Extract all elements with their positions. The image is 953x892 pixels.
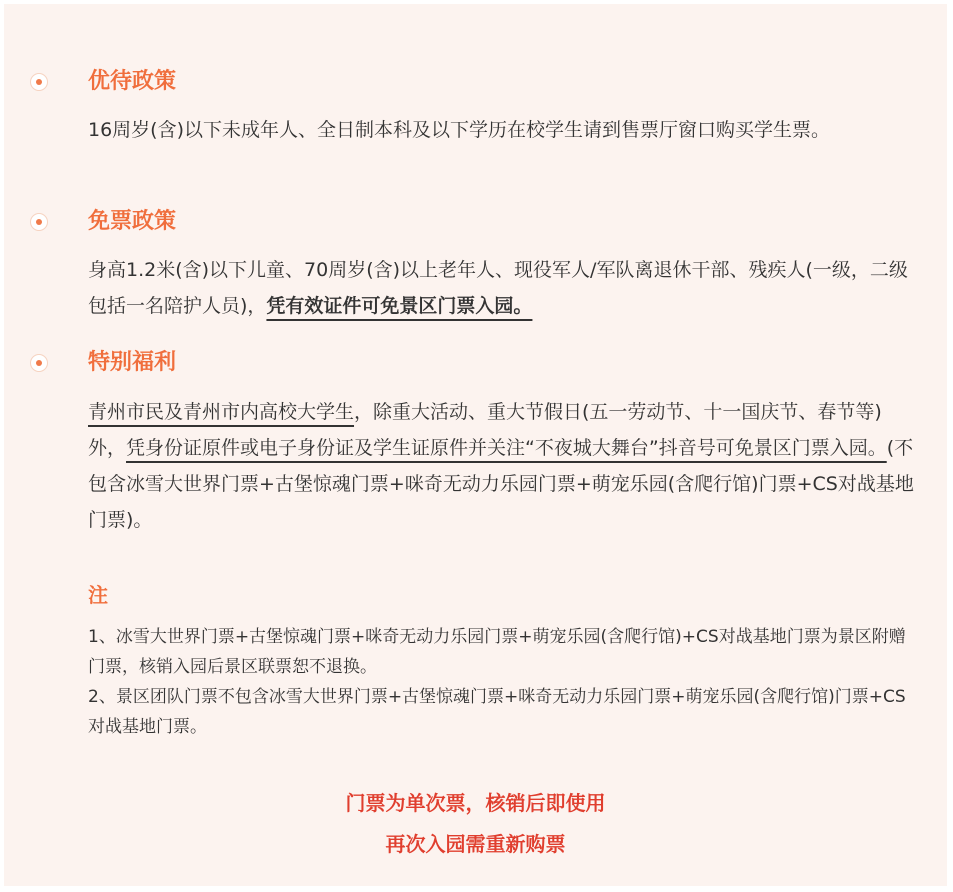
note-item: 2、景区团队门票不包含冰雪大世界门票+古堡惊魂门票+咪奇无动力乐园门票+萌宠乐园(含爬行馆)门票+CS对战基地门票。 [88, 687, 906, 737]
section-text-tail: (不包含冰雪大世界门票+古堡惊魂门票+咪奇无动力乐园门票+萌宠乐园(含爬行馆)门票+CS对战基地门票)。 [88, 437, 914, 531]
section-text-underline: 凭身份证原件或电子身份证及学生证原件并关注“不夜城大舞台”抖音号可免景区门票入园。 [126, 437, 887, 459]
content-panel [4, 4, 947, 886]
section-title: 特别福利 [88, 350, 177, 375]
footer-line-1: 门票为单次票，核销后即使用 [345, 791, 606, 815]
section-text [88, 252, 918, 324]
section-text-normal: 身高1.2米(含)以下儿童、70周岁(含)以上老年人、现役军人/军队离退休干部、残疾人(一级，二级包括一名陪护人员)， [88, 259, 908, 317]
footer-line-2: 再次入园需重新购票 [385, 832, 566, 856]
bullet-icon [30, 213, 48, 231]
section-text [88, 394, 918, 538]
section-text-underline: 青州市民及青州市内高校大学生 [88, 401, 355, 423]
bullet-icon [30, 73, 48, 91]
bullet-icon [30, 354, 48, 372]
section-title: 免票政策 [88, 209, 177, 234]
section-text-emphasis: 凭有效证件可免景区门票入园。 [266, 295, 533, 317]
section-text-normal: ，除重大活动、重大节假日(五一劳动节、十一国庆节、春节等)外， [88, 401, 882, 459]
note-list [88, 622, 918, 742]
note-item: 1、冰雪大世界门票+古堡惊魂门票+咪奇无动力乐园门票+萌宠乐园(含爬行馆)+CS对战基地门票为景区附赠门票，核销入园后景区联票恕不退换。 [88, 627, 906, 677]
section-text: 16周岁(含)以下未成年人、全日制本科及以下学历在校学生请到售票厅窗口购买学生票。 [88, 119, 831, 141]
section-title: 优待政策 [88, 69, 177, 94]
note-title: 注 [88, 583, 108, 607]
